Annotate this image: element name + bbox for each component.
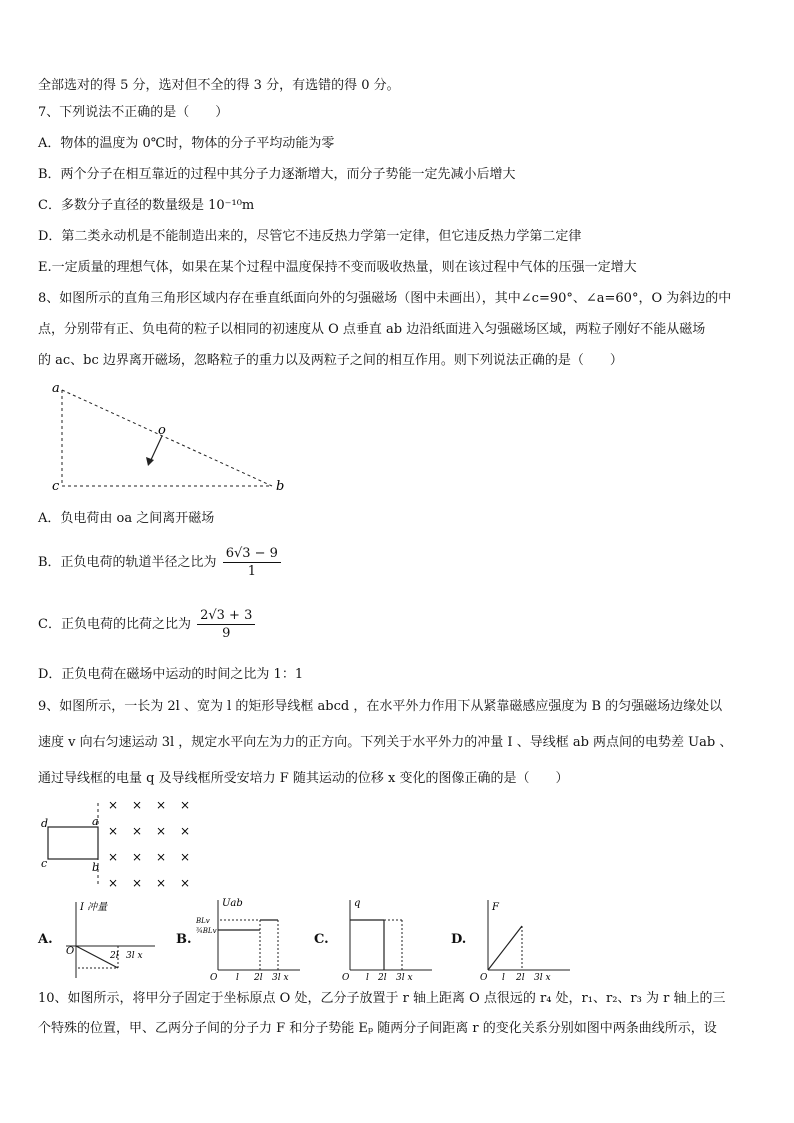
graph-option-c-label: C.	[314, 932, 329, 947]
point-o-label: o	[158, 423, 166, 438]
q8-option-b	[38, 545, 281, 580]
q8-option-b-text: B．正负电荷的轨道半径之比为	[38, 555, 217, 570]
q8-option-d: D．正负电荷在磁场中运动的时间之比为 1：1	[38, 667, 304, 682]
graph-b-ytick-2: ¾BLv	[196, 927, 217, 935]
graph-d-origin: O	[480, 973, 488, 982]
graph-b-origin: O	[210, 973, 218, 982]
svg-text:×: ×	[108, 798, 119, 812]
svg-text:×: ×	[132, 798, 143, 812]
magnetic-field-marks	[108, 798, 190, 890]
graph-option-a-label: A.	[38, 932, 53, 947]
graph-a-tick-2l: 2l	[110, 951, 119, 961]
q8-option-c-text: C．正负电荷的比荷之比为	[38, 617, 191, 632]
q8-option-c-fraction	[197, 607, 255, 642]
graph-d-ylabel: F	[492, 902, 499, 913]
q7-option-b: B．两个分子在相互靠近的过程中其分子力逐渐增大，而分子势能一定先减小后增大	[38, 167, 516, 182]
graph-d-tick-l: l	[502, 973, 505, 982]
q8-stem-line-2: 点，分别带有正、负电荷的粒子以相同的初速度从 O 点垂直 ab 边沿纸面进入匀强磁场区域，两粒子刚好不能从磁场	[38, 322, 706, 337]
graph-c-ylabel: q	[354, 898, 361, 909]
frame-a-label: a	[92, 815, 99, 828]
svg-text:×: ×	[108, 824, 119, 838]
q8-option-c-denominator: 9	[222, 626, 231, 641]
svg-text:×: ×	[180, 850, 191, 864]
svg-text:×: ×	[132, 824, 143, 838]
graph-option-d-label: D.	[451, 932, 467, 947]
q10-stem-line-2: 个特殊的位置，甲、乙两分子间的分子力 F 和分子势能 Eₚ 随两分子间距离 r 的变化关系分别如图中两条曲线所示，设	[38, 1021, 717, 1036]
graph-a-ylabel: I 冲量	[80, 902, 108, 913]
graph-d	[476, 896, 576, 982]
q8-option-c	[38, 607, 255, 642]
svg-text:×: ×	[156, 824, 167, 838]
graph-c-tick-2l: 2l	[378, 973, 387, 982]
q8-option-c-numerator: 2√3 + 3	[197, 607, 255, 625]
graph-c-tick-l: l	[366, 973, 369, 982]
graph-b-ytick-1: BLv	[196, 917, 210, 925]
header-line: 全部选对的得 5 分，选对但不全的得 3 分，有选错的得 0 分。	[38, 78, 400, 93]
vertex-b-label: b	[276, 479, 285, 494]
q8-stem-line-3: 的 ac、bc 边界离开磁场，忽略粒子的重力以及两粒子之间的相互作用。则下列说法正确的是（ ）	[38, 353, 623, 368]
q7-option-a: A．物体的温度为 0℃时，物体的分子平均动能为零	[38, 136, 335, 151]
q7-option-e: E.一定质量的理想气体，如果在某个过程中温度保持不变而吸收热量，则在该过程中气体的压强一定增大	[38, 260, 637, 275]
graph-option-b-label: B.	[176, 932, 192, 947]
q8-triangle-figure	[40, 378, 300, 498]
q8-stem-line-1: 8、如图所示的直角三角形区域内存在垂直纸面向外的匀强磁场（图中未画出），其中∠c=90°、∠a=60°，O 为斜边的中	[38, 291, 732, 306]
graph-a-origin: O	[66, 946, 75, 957]
q9-stem-line-3: 通过导线框的电量 q 及导线框所受安培力 F 随其运动的位移 x 变化的图像正确的是（ ）	[38, 771, 569, 786]
vertex-a-label: a	[52, 381, 60, 396]
graph-b-tick-2l: 2l	[254, 973, 263, 982]
svg-text:×: ×	[132, 876, 143, 890]
q8-option-b-denominator: 1	[247, 564, 256, 579]
graph-b	[196, 896, 306, 982]
vertex-c-label: c	[52, 479, 60, 494]
svg-text:×: ×	[156, 798, 167, 812]
svg-text:×: ×	[156, 850, 167, 864]
frame-b-label: b	[92, 861, 100, 874]
svg-text:×: ×	[180, 824, 191, 838]
graph-b-tick-3l: 3l x	[272, 973, 289, 982]
q9-stem-line-2: 速度 v 向右匀速运动 3l ，规定水平向左为力的正方向。下列关于水平外力的冲量 I 、导线框 ab 两点间的电势差 Uab 、	[38, 735, 733, 750]
graph-d-tick-2l: 2l	[516, 973, 525, 982]
svg-text:×: ×	[108, 850, 119, 864]
graph-b-tick-l: l	[236, 973, 239, 982]
q7-option-d: D．第二类永动机是不能制造出来的，尽管它不违反热力学第一定律，但它违反热力学第二定律	[38, 229, 582, 244]
frame-d-label: d	[41, 817, 49, 830]
q8-option-a: A．负电荷由 oa 之间离开磁场	[38, 511, 215, 526]
graph-a-tick-3l: 3l x	[126, 951, 143, 961]
q8-option-b-fraction	[223, 545, 281, 580]
q8-option-b-numerator: 6√3 − 9	[223, 545, 281, 563]
svg-text:×: ×	[180, 876, 191, 890]
q9-stem-line-1: 9、如图所示，一长为 2l 、宽为 l 的矩形导线框 abcd ，在水平外力作用下从紧靠磁感应强度为 B 的匀强磁场边缘处以	[38, 699, 723, 714]
graph-b-ylabel: Uab	[222, 898, 243, 909]
q7-stem: 7、下列说法不正确的是（ ）	[38, 105, 229, 120]
svg-text:×: ×	[108, 876, 119, 890]
graph-c-tick-3l: 3l x	[396, 973, 413, 982]
svg-text:×: ×	[156, 876, 167, 890]
svg-text:×: ×	[132, 850, 143, 864]
graph-d-tick-3l: 3l x	[534, 973, 551, 982]
graph-a	[60, 896, 160, 982]
graph-c-origin: O	[342, 973, 350, 982]
frame-c-label: c	[41, 857, 48, 870]
q10-stem-line-1: 10、如图所示，将甲分子固定于坐标原点 O 处，乙分子放置于 r 轴上距离 O 点很远的 r₄ 处，r₁、r₂、r₃ 为 r 轴上的三	[38, 991, 726, 1006]
svg-text:×: ×	[180, 798, 191, 812]
graph-c	[338, 896, 438, 982]
q9-frame-field-figure	[38, 795, 198, 895]
q7-option-c: C．多数分子直径的数量级是 10⁻¹⁰m	[38, 198, 255, 213]
